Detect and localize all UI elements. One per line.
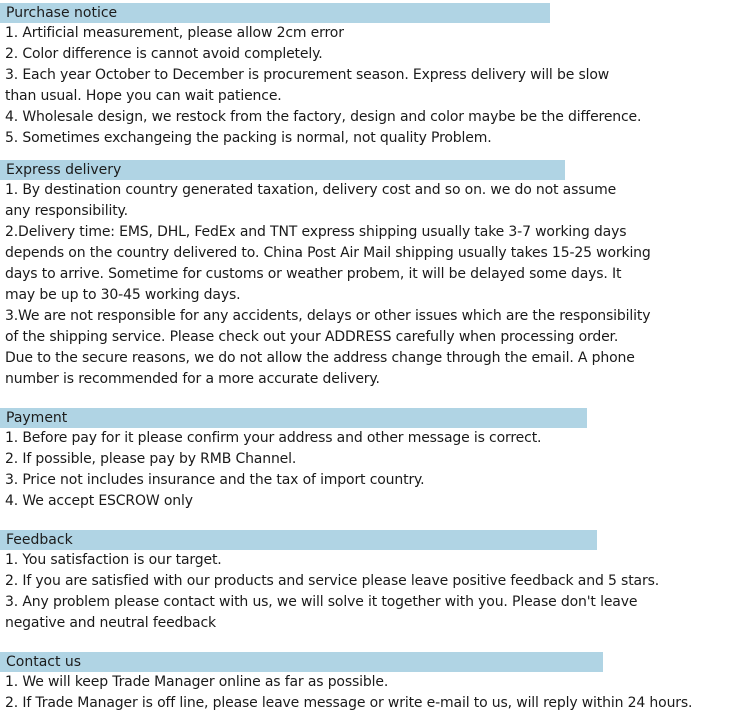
contact-us-header: Contact us xyxy=(0,652,603,672)
feedback-line: 2. If you are satisfied with our products and service please leave positive feedback and 5 stars. xyxy=(5,573,660,589)
payment-section xyxy=(0,408,587,512)
express-delivery-line: number is recommended for a more accurate delivery. xyxy=(5,371,380,387)
express-delivery-line: 3.We are not responsible for any accidents, delays or other issues which are the responsibility xyxy=(5,308,651,324)
feedback-line: 1. You satisfaction is our target. xyxy=(5,552,222,568)
payment-line: 3. Price not includes insurance and the tax of import country. xyxy=(5,472,425,488)
feedback-section xyxy=(0,530,659,634)
feedback-line: 3. Any problem please contact with us, we will solve it together with you. Please don't leave xyxy=(5,594,638,610)
payment-line: 1. Before pay for it please confirm your address and other message is correct. xyxy=(5,430,542,446)
contact-us-lines xyxy=(0,672,692,714)
express-delivery-line: any responsibility. xyxy=(5,203,128,219)
express-delivery-line: Due to the secure reasons, we do not allow the address change through the email. A phone xyxy=(5,350,635,366)
express-delivery-header: Express delivery xyxy=(0,160,565,180)
express-delivery-line: 1. By destination country generated taxation, delivery cost and so on. we do not assume xyxy=(5,182,617,198)
purchase-notice-line: 1. Artificial measurement, please allow 2cm error xyxy=(5,25,344,41)
express-delivery-line: 2.Delivery time: EMS, DHL, FedEx and TNT express shipping usually take 3-7 working days xyxy=(5,224,627,240)
purchase-notice-line: than usual. Hope you can wait patience. xyxy=(5,88,282,104)
purchase-notice-header: Purchase notice xyxy=(0,3,550,23)
express-delivery-line: depends on the country delivered to. China Post Air Mail shipping usually takes 15-25 working xyxy=(5,245,651,261)
contact-us-section xyxy=(0,652,692,714)
contact-us-line: 1. We will keep Trade Manager online as far as possible. xyxy=(5,674,389,690)
feedback-lines xyxy=(0,550,659,634)
express-delivery-line: of the shipping service. Please check out your ADDRESS carefully when processing order. xyxy=(5,329,619,345)
contact-us-line: 2. If Trade Manager is off line, please leave message or write e-mail to us, will reply within 24 hours. xyxy=(5,695,693,711)
express-delivery-section xyxy=(0,160,651,390)
purchase-notice-line: 5. Sometimes exchangeing the packing is normal, not quality Problem. xyxy=(5,130,492,146)
express-delivery-line: days to arrive. Sometime for customs or weather probem, it will be delayed some days. It xyxy=(5,266,622,282)
purchase-notice-line: 3. Each year October to December is procurement season. Express delivery will be slow xyxy=(5,67,610,83)
express-delivery-lines xyxy=(0,180,651,390)
payment-line: 4. We accept ESCROW only xyxy=(5,493,193,509)
purchase-notice-lines xyxy=(0,23,641,149)
purchase-notice-section xyxy=(0,3,641,149)
payment-lines xyxy=(0,428,587,512)
payment-header: Payment xyxy=(0,408,587,428)
feedback-line: negative and neutral feedback xyxy=(5,615,216,631)
payment-line: 2. If possible, please pay by RMB Channel. xyxy=(5,451,297,467)
purchase-notice-line: 2. Color difference is cannot avoid completely. xyxy=(5,46,323,62)
feedback-header: Feedback xyxy=(0,530,597,550)
purchase-notice-line: 4. Wholesale design, we restock from the factory, design and color maybe be the difference. xyxy=(5,109,642,125)
express-delivery-line: may be up to 30-45 working days. xyxy=(5,287,241,303)
